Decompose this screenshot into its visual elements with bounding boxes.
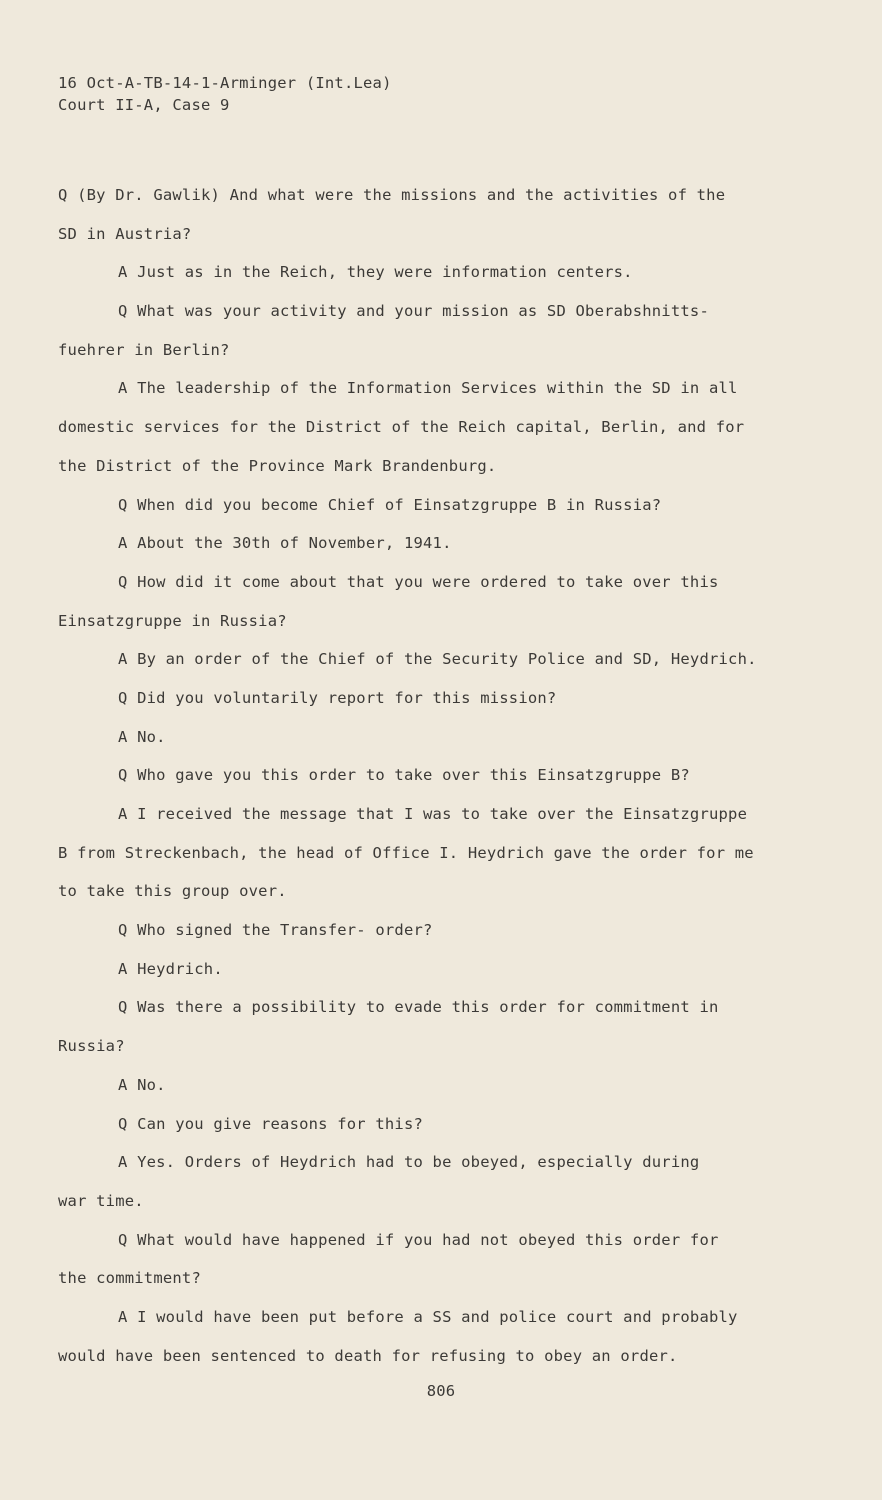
transcript-line: Q Was there a possibility to evade this order for commitment in <box>118 998 719 1017</box>
transcript-line: A I received the message that I was to take over the Einsatzgruppe <box>118 805 748 823</box>
transcript-line: A Just as in the Reich, they were information centers. <box>118 263 633 282</box>
transcript-line: A Heydrich. <box>118 959 223 978</box>
transcript-line: Einsatzgruppe in Russia? <box>58 611 287 630</box>
page-number: 806 <box>426 1382 456 1400</box>
transcript-line: A The leadership of the Information Services within the SD in all <box>118 379 738 398</box>
transcript-line: B from Streckenbach, the head of Office I. Heydrich gave the order for me <box>58 843 754 862</box>
transcript-line: Russia? <box>58 1037 125 1056</box>
transcript-line: A About the 30th of November, 1941. <box>118 534 452 553</box>
transcript-line: Q What would have happened if you had not obeyed this order for <box>118 1230 719 1249</box>
transcript-line: Q Can you give reasons for this? <box>118 1114 424 1133</box>
transcript-line: the commitment? <box>58 1269 201 1288</box>
transcript-line: Q Did you voluntarily report for this mission? <box>118 688 557 707</box>
transcript-line: Q Who signed the Transfer- order? <box>118 921 433 940</box>
transcript-line: fuehrer in Berlin? <box>58 340 230 359</box>
transcript-line: Q What was your activity and your mission as SD Oberabshnitts- <box>118 302 709 321</box>
transcript-line: A Yes. Orders of Heydrich had to be obeyed, especially during <box>118 1153 700 1172</box>
transcript-line: Q When did you become Chief of Einsatzgruppe B in Russia? <box>118 495 662 514</box>
transcript-line: to take this group over. <box>58 882 287 901</box>
transcript-line: war time. <box>58 1191 144 1210</box>
transcript-line: A No. <box>118 727 166 746</box>
document-header <box>58 72 392 116</box>
transcript-line: Q Who gave you this order to take over this Einsatzgruppe B? <box>118 766 690 785</box>
transcript-line: the District of the Province Mark Brandenburg. <box>58 456 497 475</box>
header-court-case: Court II-A, Case 9 <box>58 96 230 114</box>
transcript-line: Q How did it come about that you were ordered to take over this <box>118 572 719 591</box>
transcript-line: domestic services for the District of the Reich capital, Berlin, and for <box>58 418 745 437</box>
transcript-line: A By an order of the Chief of the Security Police and SD, Heydrich. <box>118 650 757 669</box>
transcript-line: SD in Austria? <box>58 224 192 243</box>
transcript-line: A No. <box>118 1075 166 1094</box>
transcript-body <box>58 183 848 1382</box>
transcript-line: A I would have been put before a SS and police court and probably <box>118 1307 738 1326</box>
transcript-line: would have been sentenced to death for refusing to obey an order. <box>58 1346 678 1365</box>
header-reference: 16 Oct-A-TB-14-1-Arminger (Int.Lea) <box>58 74 392 92</box>
transcript-line: Q (By Dr. Gawlik) And what were the missions and the activities of the <box>58 186 726 204</box>
